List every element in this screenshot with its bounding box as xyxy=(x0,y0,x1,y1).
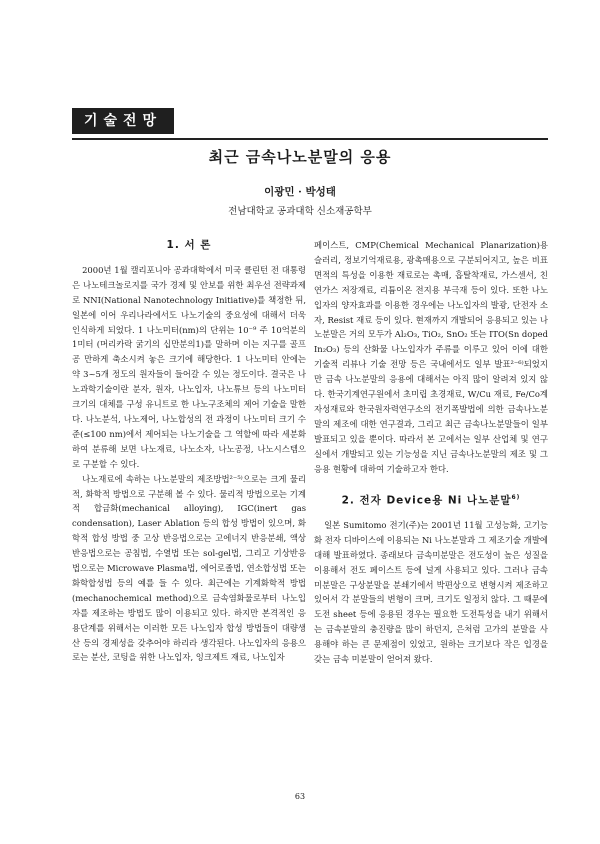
article-affiliation: 전남대학교 공과대학 신소재공학부 xyxy=(228,206,372,217)
page-number: 63 xyxy=(294,792,306,801)
intro-paragraph-2: 나노재료에 속하는 나노분말의 제조방법²⁻⁵⁾으로는 크게 물리적, 화학적 방법으로 구분해 볼 수 있다. 물리적 방법으로는 기계적 합금화(mechanical alloying), IGC(inert gas condensation), Laser Ablation 등의 합성 방법이 있으며, 화학적 합성 방법 중 고상 반응법으로는 고에너지 반응분쇄, 액상반응법으로는 공침법, 수열법 또는 sol-gel법, 그리고 기상반응법으로는 Microwave Plasma법, 에어로졸법, 연소합성법 또는 화학합성법 등의 예를 들 수 있다. 최근에는 기계화학적 방법(mechanochemical method)으로 금속염화물로부터 나노입자를 제조하는 방법도 많이 이용되고 있다. 하지만 본격적인 응용단계를 위해서는 이러한 모든 나노입자 합성 방법들이 대량생산 등의 경제성을 갖추어야 하리라 생각된다. 나노입자의 응용으로는 분산, 코팅을 위한 나노입자, 잉크제트 재료, 나노입자 xyxy=(72,473,306,663)
right-column xyxy=(314,238,548,667)
section2-heading xyxy=(314,491,548,508)
left-column xyxy=(72,238,306,665)
intro-heading: 1. 서 론 xyxy=(166,239,212,251)
intro-paragraph-1: 2000년 1월 캘리포니아 공과대학에서 미국 클린턴 전 대통령은 나노테크놀로지를 국가 경제 및 안보를 위한 최우선 전략과제로 NNI(National Nanotechnology Initiative)를 책정한 뒤, 일본에 이어 우리나라에서도 나노기술의 중요성에 대해서 더욱 인식하게 되었다. 1 나노미터(nm)의 단위는 10⁻⁹ 주 10억분의 1미터 (머리카락 굵기의 십만분의1)를 말하며 이는 지구를 골프공 만하게 축소시켜 놓은 크기에 해당한다. 1 나노미터 안에는 약 3~5개 정도의 원자들이 들어갈 수 있는 정도이다. 결국은 나노과학기술이란 분자, 원자, 나노입자, 나노튜브 등의 나노미터 크기의 대체를 구성 유니트로 한 나노구조체의 제어 기술을 말한다. 나노분석, 나노제어, 나노합성의 전 과정이 나노미터 크기 수준(≤100 nm)에서 제어되는 나노기술을 그 역할에 따라 세분화하여 분류해 보면 나노재료, 나노소자, 나노공정, 나노시스템으로 구분할 수 있다. xyxy=(72,264,306,469)
section2-heading-text: 2. 전자 Device용 Ni 나노분말 xyxy=(341,494,512,506)
section-tag: 기술전망 xyxy=(72,108,174,134)
article-authors: 이광민 · 박성태 xyxy=(264,186,336,198)
section2-paragraph-1: 일본 Sumitomo 전기(주)는 2001년 11월 고성능화, 고기능화 전자 디바이스에 이용되는 Ni 나노분말과 그 제조기술 개발에 대해 발표하였다. 종래보다 금속미분말은 전도성이 높은 성질을 이용해서 전도 페이스트 등에 널게 사용되고 있다. 그러나 금속 미분말은 구상분말을 분쇄기에서 박편상으로 변형시켜 제조하고 있어서 각 분말들의 변형이 크며, 크기도 일정치 않다. 그 때문에 도전 sheet 등에 응용된 경우는 필요한 도전특성을 내기 위해서는 금속분말의 충진량을 많이 하던지, 은처럼 고가의 분말을 사용해야 하는 큰 문제점이 있었고, 원하는 크기보다 작은 입경을 갖는 금속 미분말이 얻어져 왔다. xyxy=(314,519,548,665)
section-header-band xyxy=(72,104,548,140)
article-title: 최근 금속나노분말의 응용 xyxy=(208,148,392,166)
section2-ref: 6) xyxy=(511,493,521,501)
intro-continued-paragraph: 페이스트, CMP(Chemical Mechanical Planarization)용 슬러리, 정보기억재료용, 광촉매용으로 구분되어지고, 높은 비표면적의 특성을 이용한 재료로는 촉매, 흡탈착재료, 가스센서, 친연가스 저장재료, 리튬이온 전지용 부극재 등이 있다. 또한 나노입자의 양자효과를 이용한 경우에는 나노입자의 발광, 단전자 소자, Resist 재료 등이 있다. 현재까지 개발되어 응용되고 있는 나노분말은 거의 모두가 Al₂O₃, TiO₂, SnO₂ 또는 ITO(Sn doped In₂O₃) 등의 산화물 나노입자가 주류를 이루고 있어 이에 대한 기술적 리뷰나 기술 전망 등은 국내에서도 일부 발표²⁻⁶⁾되었지만 금속 나노분말의 응용에 대해서는 아직 많이 알려져 있지 않다. 한국기계연구원에서 초미립 초경재료, W/Cu 재료, Fe/Co계 자성재료와 한국원자력연구소의 전기폭발법에 의한 금속나노분말의 제조에 대한 연구결과, 그리고 최근 금속나노분말들이 일부 발표되고 있을 뿐이다. 따라서 본 고에서는 일부 산업체 및 연구실에서 개발되고 있는 기능성을 지닌 금속나노분말의 제조 및 그 응용 현황에 대하여 기술하고자 한다. xyxy=(314,240,549,474)
